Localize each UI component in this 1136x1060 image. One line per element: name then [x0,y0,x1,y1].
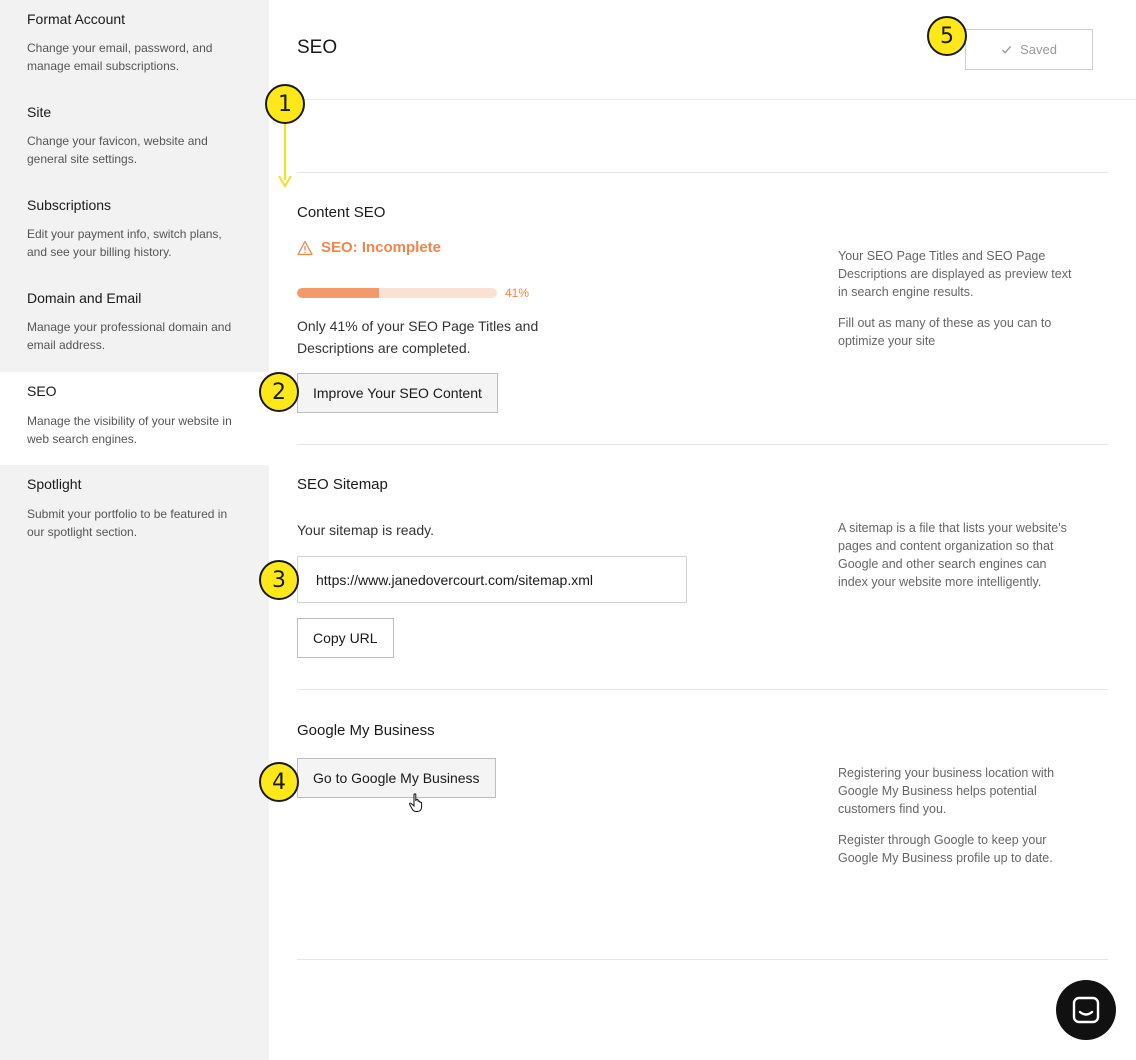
sidebar-item-title: Subscriptions [27,197,112,213]
section-divider [297,444,1108,445]
sidebar-item-title: Site [27,104,52,120]
sidebar-item-desc: Manage the visibility of your website in web search engines. [27,414,232,446]
annotation-badge-5: 5 [927,16,967,56]
hand-cursor-icon [408,793,426,813]
seo-progress-fill [297,288,379,298]
gmb-note: Registering your business location with Google My Business helps potential customers find you. [838,766,1055,816]
settings-sidebar [0,0,269,1060]
section-divider [297,959,1108,960]
sidebar-item-desc: Submit your portfolio to be featured in our spotlight section. [27,507,228,539]
chat-launcher-button[interactable] [1056,980,1116,1040]
sidebar-item-desc: Change your favicon, website and general site settings. [27,134,208,166]
seo-progress-text: Only 41% of your SEO Page Titles and Descriptions are completed. [297,318,539,356]
sidebar-item-subscriptions[interactable] [0,186,269,279]
check-icon [1001,44,1012,55]
sidebar-item-spotlight[interactable] [0,465,269,558]
content-seo-title: Content SEO [297,204,386,221]
sidebar-item-seo[interactable] [0,372,269,465]
annotation-badge-3: 3 [259,560,299,600]
improve-seo-button[interactable]: Improve Your SEO Content [297,373,498,413]
google-my-business-button[interactable]: Go to Google My Business [297,758,496,798]
gmb-note-2: Register through Google to keep your Google My Business profile up to date. [838,833,1053,865]
annotation-badge-4: 4 [259,762,299,802]
sidebar-item-desc: Edit your payment info, switch plans, and see your billing history. [27,227,222,259]
sidebar-item-desc: Manage your professional domain and email address. [27,320,232,352]
section-divider [297,172,1108,173]
page-title: SEO [297,37,338,58]
seo-status-text: SEO: Incomplete [321,239,442,256]
arrow-down-icon [278,120,292,188]
sidebar-item-title: Spotlight [27,476,82,492]
warning-icon [297,240,313,256]
sidebar-item-desc: Change your email, password, and manage email subscriptions. [27,41,213,73]
saved-button[interactable] [965,29,1093,70]
saved-label: Saved [1020,42,1057,57]
chat-icon [1071,995,1101,1025]
content-seo-note: Your SEO Page Titles and SEO Page Descriptions are displayed as preview text in search engine results. [838,249,1072,299]
sidebar-item-title: SEO [27,383,57,399]
sidebar-item-site[interactable] [0,93,269,186]
seo-progress-bar [297,288,497,298]
sidebar-item-title: Domain and Email [27,290,142,306]
seo-status [297,239,441,256]
sidebar-item-title: Format Account [27,11,126,27]
annotation-badge-2: 2 [259,372,299,412]
sitemap-note: A sitemap is a file that lists your website's pages and content organization so that Google and other search engines can index your website more intelligently. [838,521,1067,589]
header-divider [269,99,1136,100]
gmb-title: Google My Business [297,722,435,739]
sidebar-item-format-account[interactable] [0,0,269,93]
seo-progress-label: 41% [505,286,530,300]
main-content [269,0,1136,1060]
copy-url-button[interactable]: Copy URL [297,618,394,658]
sidebar-item-domain-email[interactable] [0,279,269,372]
sitemap-status: Your sitemap is ready. [297,522,434,538]
sitemap-title: SEO Sitemap [297,476,388,493]
annotation-badge-1: 1 [265,84,305,124]
section-divider [297,689,1108,690]
content-seo-note-2: Fill out as many of these as you can to optimize your site [838,316,1052,348]
sitemap-url-field[interactable]: https://www.janedovercourt.com/sitemap.xml [297,556,687,603]
